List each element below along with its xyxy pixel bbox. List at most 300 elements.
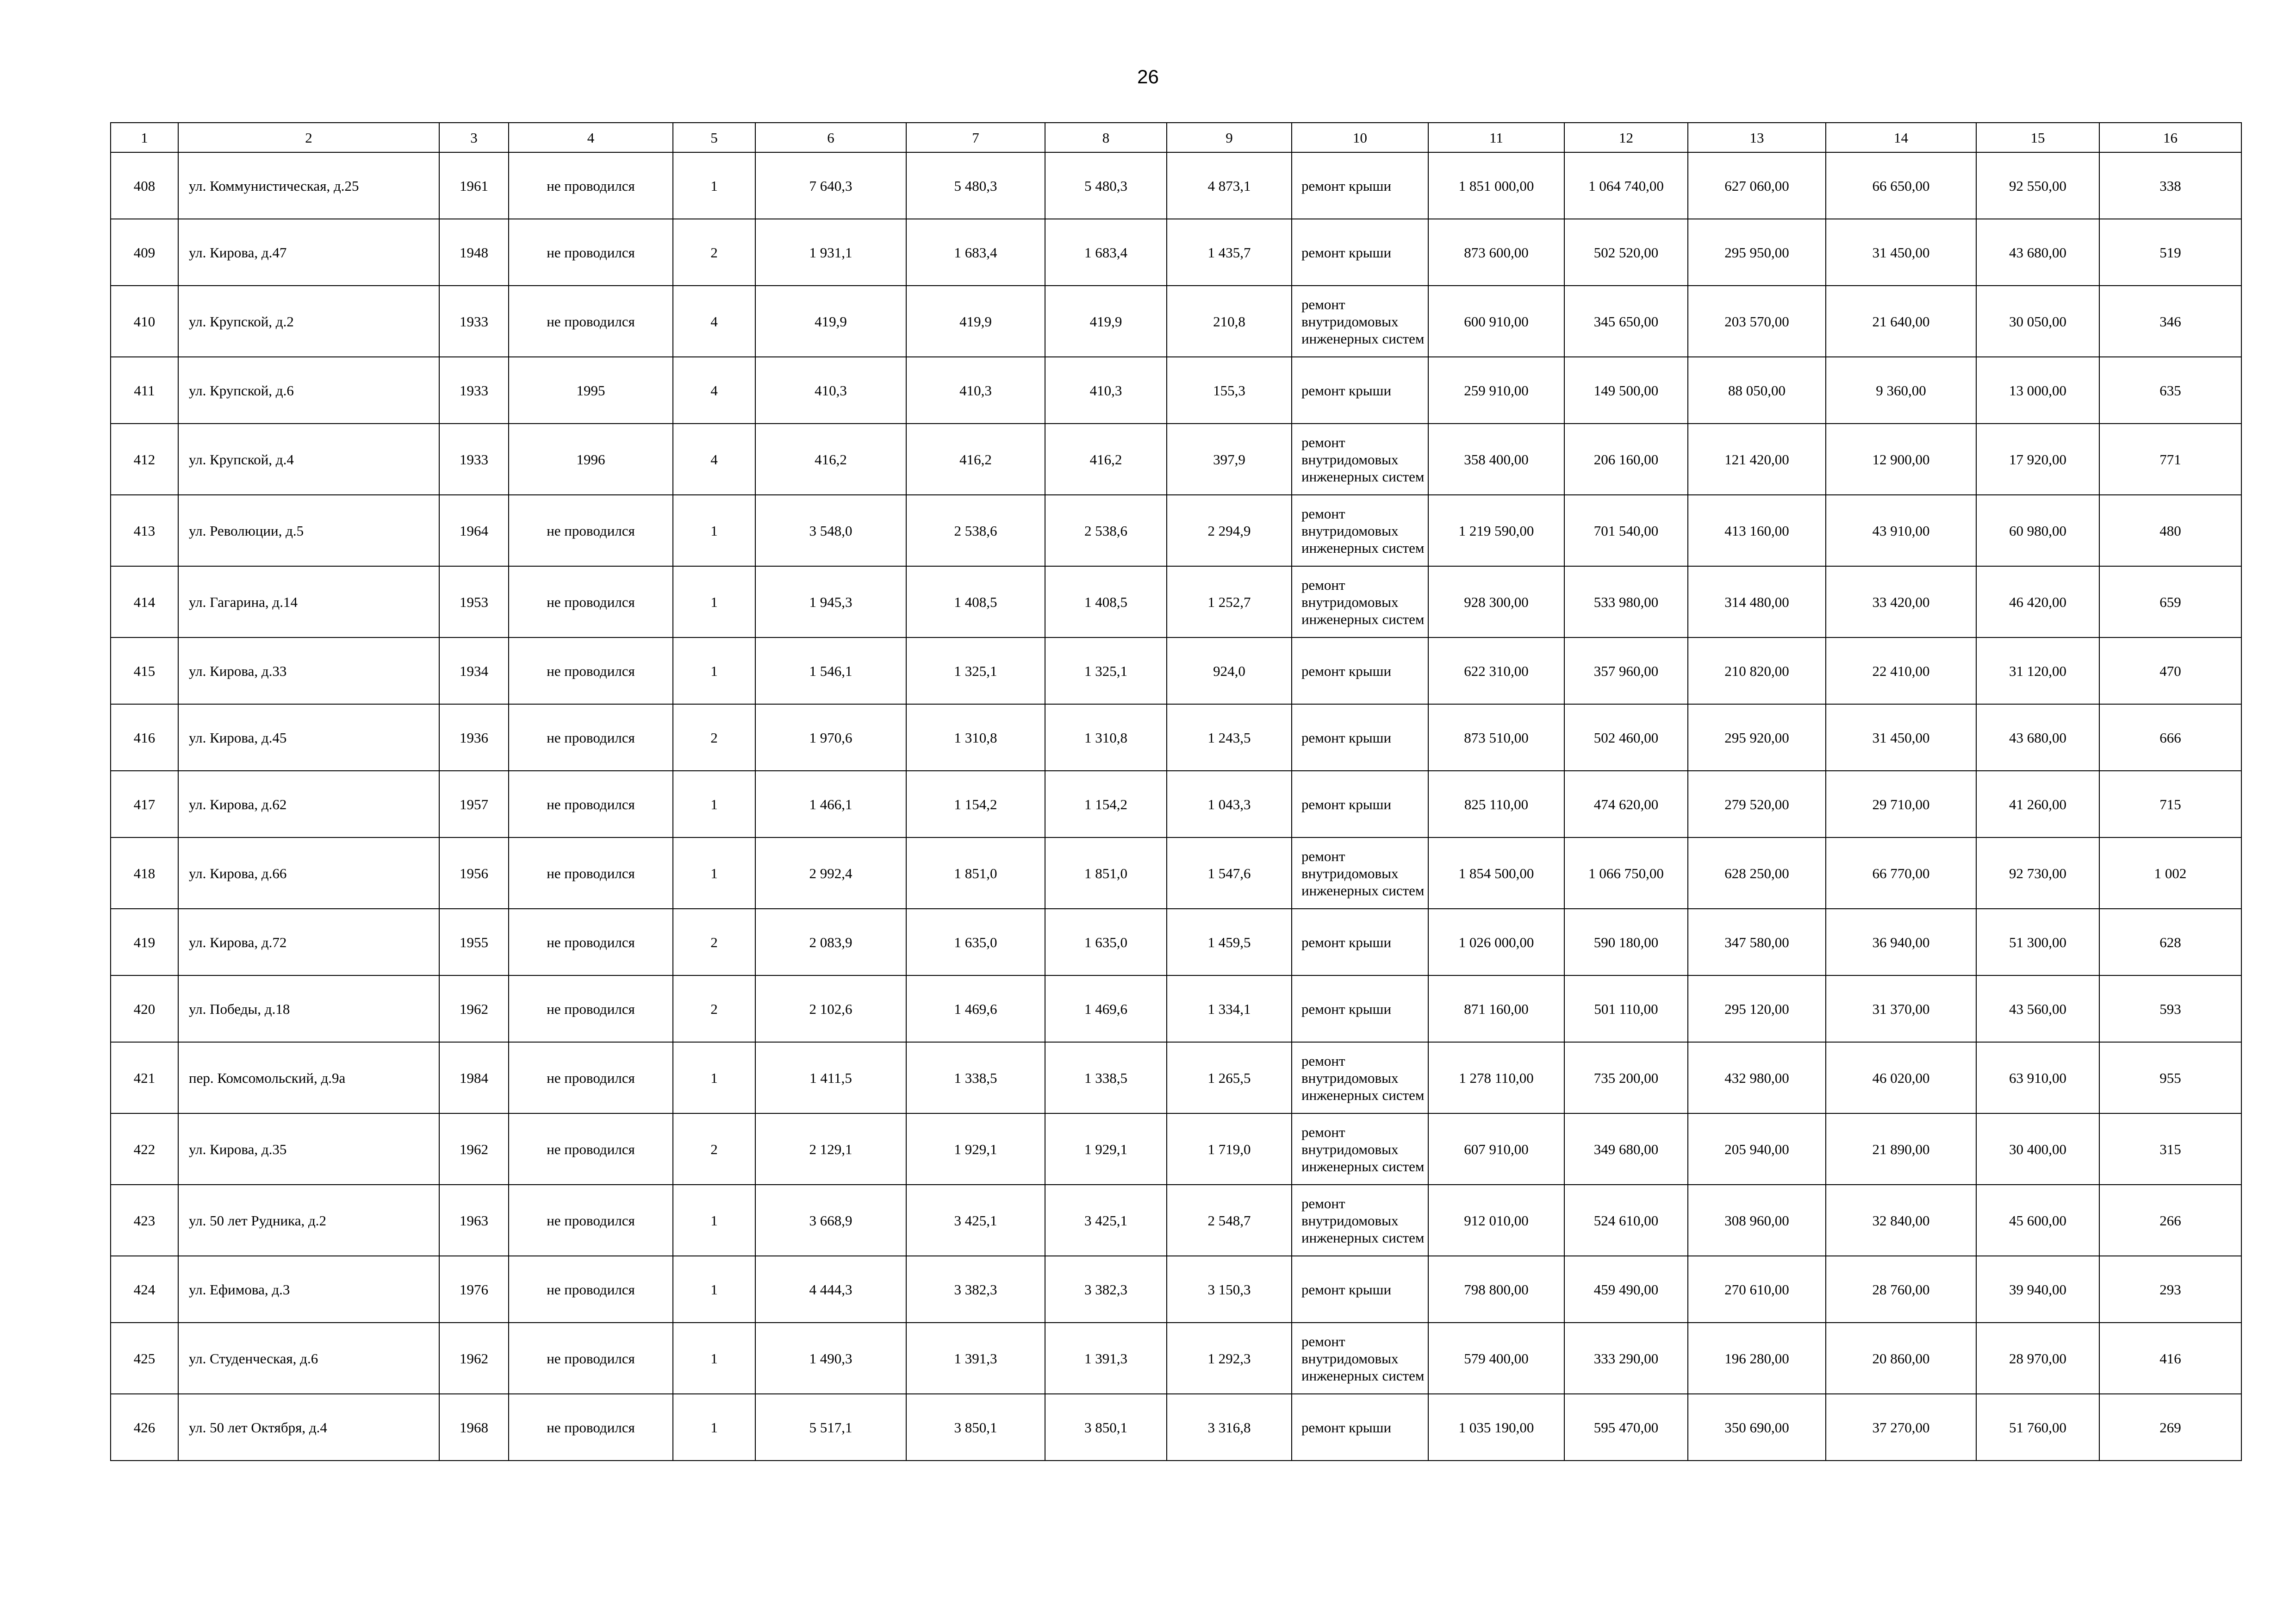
cost-total-cell: 1 278 110,00	[1428, 1042, 1564, 1113]
address-cell: ул. Победы, д.18	[178, 975, 439, 1042]
column-header: 11	[1428, 123, 1564, 152]
column-header: 4	[509, 123, 673, 152]
column-header: 10	[1292, 123, 1428, 152]
page-number: 26	[1137, 66, 1159, 87]
table-row	[111, 566, 2241, 637]
cost-total-cell: 607 910,00	[1428, 1113, 1564, 1185]
cost-total-cell: 622 310,00	[1428, 637, 1564, 704]
cost-cell-13: 279 520,00	[1688, 771, 1826, 837]
cost-cell-15: 30 400,00	[1976, 1113, 2099, 1185]
cost-total-cell: 259 910,00	[1428, 357, 1564, 424]
last-repair-cell: 1996	[509, 424, 673, 495]
residents-cell: 659	[2099, 566, 2241, 637]
area-cell-9: 1 265,5	[1167, 1042, 1292, 1113]
table-row	[111, 771, 2241, 837]
year-built-cell: 1933	[439, 357, 509, 424]
address-cell: ул. 50 лет Октября, д.4	[178, 1394, 439, 1461]
table-row	[111, 286, 2241, 357]
area-cell-8: 1 683,4	[1045, 219, 1167, 286]
total-area-cell: 3 548,0	[755, 495, 906, 566]
row-number: 416	[111, 704, 178, 771]
cost-total-cell: 873 600,00	[1428, 219, 1564, 286]
row-number: 420	[111, 975, 178, 1042]
cost-total-cell: 1 219 590,00	[1428, 495, 1564, 566]
column-header: 7	[906, 123, 1045, 152]
cost-cell-12: 533 980,00	[1564, 566, 1688, 637]
total-area-cell: 1 945,3	[755, 566, 906, 637]
table-row	[111, 975, 2241, 1042]
work-type-cell: ремонт внутридомовых инженерных систем	[1292, 495, 1428, 566]
residents-cell: 269	[2099, 1394, 2241, 1461]
area-cell-7: 1 683,4	[906, 219, 1045, 286]
cost-cell-14: 37 270,00	[1826, 1394, 1976, 1461]
total-area-cell: 1 411,5	[755, 1042, 906, 1113]
table-row	[111, 1323, 2241, 1394]
year-built-cell: 1984	[439, 1042, 509, 1113]
year-built-cell: 1962	[439, 1113, 509, 1185]
total-area-cell: 1 490,3	[755, 1323, 906, 1394]
total-area-cell: 2 129,1	[755, 1113, 906, 1185]
floors-cell: 1	[673, 566, 755, 637]
area-cell-8: 5 480,3	[1045, 152, 1167, 219]
area-cell-8: 1 635,0	[1045, 909, 1167, 975]
last-repair-cell: не проводился	[509, 286, 673, 357]
residents-cell: 480	[2099, 495, 2241, 566]
year-built-cell: 1963	[439, 1185, 509, 1256]
column-header: 9	[1167, 123, 1292, 152]
table-row	[111, 837, 2241, 909]
area-cell-7: 3 850,1	[906, 1394, 1045, 1461]
cost-cell-12: 357 960,00	[1564, 637, 1688, 704]
table-row	[111, 1185, 2241, 1256]
address-cell: ул. 50 лет Рудника, д.2	[178, 1185, 439, 1256]
cost-total-cell: 600 910,00	[1428, 286, 1564, 357]
column-header: 8	[1045, 123, 1167, 152]
year-built-cell: 1957	[439, 771, 509, 837]
cost-cell-12: 502 520,00	[1564, 219, 1688, 286]
area-cell-7: 416,2	[906, 424, 1045, 495]
area-cell-8: 3 382,3	[1045, 1256, 1167, 1323]
cost-cell-15: 45 600,00	[1976, 1185, 2099, 1256]
area-cell-9: 1 043,3	[1167, 771, 1292, 837]
column-header: 14	[1826, 123, 1976, 152]
cost-cell-12: 595 470,00	[1564, 1394, 1688, 1461]
column-header: 12	[1564, 123, 1688, 152]
work-type-cell: ремонт крыши	[1292, 219, 1428, 286]
floors-cell: 4	[673, 286, 755, 357]
table-row	[111, 152, 2241, 219]
last-repair-cell: не проводился	[509, 219, 673, 286]
last-repair-cell: не проводился	[509, 566, 673, 637]
cost-cell-12: 501 110,00	[1564, 975, 1688, 1042]
total-area-cell: 410,3	[755, 357, 906, 424]
residents-cell: 519	[2099, 219, 2241, 286]
year-built-cell: 1962	[439, 1323, 509, 1394]
area-cell-8: 410,3	[1045, 357, 1167, 424]
table-row	[111, 495, 2241, 566]
address-cell: пер. Комсомольский, д.9а	[178, 1042, 439, 1113]
table-row	[111, 357, 2241, 424]
last-repair-cell: не проводился	[509, 1256, 673, 1323]
table-row	[111, 424, 2241, 495]
cost-cell-15: 92 550,00	[1976, 152, 2099, 219]
cost-cell-12: 349 680,00	[1564, 1113, 1688, 1185]
area-cell-7: 1 469,6	[906, 975, 1045, 1042]
column-header: 5	[673, 123, 755, 152]
total-area-cell: 2 083,9	[755, 909, 906, 975]
table-row	[111, 1256, 2241, 1323]
residents-cell: 338	[2099, 152, 2241, 219]
floors-cell: 1	[673, 152, 755, 219]
address-cell: ул. Ефимова, д.3	[178, 1256, 439, 1323]
area-cell-7: 1 391,3	[906, 1323, 1045, 1394]
cost-cell-14: 31 450,00	[1826, 219, 1976, 286]
row-number: 422	[111, 1113, 178, 1185]
floors-cell: 1	[673, 637, 755, 704]
area-cell-9: 1 547,6	[1167, 837, 1292, 909]
cost-total-cell: 1 035 190,00	[1428, 1394, 1564, 1461]
cost-total-cell: 825 110,00	[1428, 771, 1564, 837]
cost-cell-13: 413 160,00	[1688, 495, 1826, 566]
area-cell-8: 3 850,1	[1045, 1394, 1167, 1461]
cost-total-cell: 1 851 000,00	[1428, 152, 1564, 219]
area-cell-7: 1 325,1	[906, 637, 1045, 704]
last-repair-cell: не проводился	[509, 704, 673, 771]
floors-cell: 4	[673, 424, 755, 495]
cost-cell-13: 628 250,00	[1688, 837, 1826, 909]
work-type-cell: ремонт крыши	[1292, 1256, 1428, 1323]
total-area-cell: 419,9	[755, 286, 906, 357]
last-repair-cell: не проводился	[509, 771, 673, 837]
cost-cell-14: 31 450,00	[1826, 704, 1976, 771]
last-repair-cell: не проводился	[509, 837, 673, 909]
address-cell: ул. Крупской, д.2	[178, 286, 439, 357]
cost-cell-12: 1 066 750,00	[1564, 837, 1688, 909]
cost-cell-14: 21 640,00	[1826, 286, 1976, 357]
cost-cell-15: 43 560,00	[1976, 975, 2099, 1042]
total-area-cell: 416,2	[755, 424, 906, 495]
row-number: 408	[111, 152, 178, 219]
cost-cell-15: 60 980,00	[1976, 495, 2099, 566]
year-built-cell: 1968	[439, 1394, 509, 1461]
work-type-cell: ремонт крыши	[1292, 357, 1428, 424]
area-cell-9: 1 334,1	[1167, 975, 1292, 1042]
residents-cell: 346	[2099, 286, 2241, 357]
last-repair-cell: не проводился	[509, 152, 673, 219]
work-type-cell: ремонт крыши	[1292, 637, 1428, 704]
area-cell-9: 1 252,7	[1167, 566, 1292, 637]
address-cell: ул. Кирова, д.33	[178, 637, 439, 704]
total-area-cell: 2 102,6	[755, 975, 906, 1042]
cost-cell-14: 20 860,00	[1826, 1323, 1976, 1394]
table-row	[111, 637, 2241, 704]
work-type-cell: ремонт крыши	[1292, 704, 1428, 771]
table-row	[111, 704, 2241, 771]
row-number: 410	[111, 286, 178, 357]
work-type-cell: ремонт крыши	[1292, 975, 1428, 1042]
area-cell-9: 1 719,0	[1167, 1113, 1292, 1185]
cost-total-cell: 798 800,00	[1428, 1256, 1564, 1323]
area-cell-8: 3 425,1	[1045, 1185, 1167, 1256]
cost-cell-12: 590 180,00	[1564, 909, 1688, 975]
last-repair-cell: не проводился	[509, 495, 673, 566]
cost-total-cell: 871 160,00	[1428, 975, 1564, 1042]
cost-cell-12: 345 650,00	[1564, 286, 1688, 357]
table-row	[111, 909, 2241, 975]
column-header: 13	[1688, 123, 1826, 152]
floors-cell: 1	[673, 837, 755, 909]
area-cell-8: 2 538,6	[1045, 495, 1167, 566]
year-built-cell: 1962	[439, 975, 509, 1042]
table-row	[111, 1113, 2241, 1185]
address-cell: ул. Студенческая, д.6	[178, 1323, 439, 1394]
floors-cell: 1	[673, 1394, 755, 1461]
cost-cell-12: 459 490,00	[1564, 1256, 1688, 1323]
row-number: 421	[111, 1042, 178, 1113]
cost-cell-13: 270 610,00	[1688, 1256, 1826, 1323]
row-number: 424	[111, 1256, 178, 1323]
row-number: 411	[111, 357, 178, 424]
floors-cell: 2	[673, 219, 755, 286]
address-cell: ул. Кирова, д.47	[178, 219, 439, 286]
area-cell-8: 1 310,8	[1045, 704, 1167, 771]
area-cell-7: 2 538,6	[906, 495, 1045, 566]
area-cell-7: 1 154,2	[906, 771, 1045, 837]
column-header: 1	[111, 123, 178, 152]
area-cell-9: 1 243,5	[1167, 704, 1292, 771]
work-type-cell: ремонт внутридомовых инженерных систем	[1292, 566, 1428, 637]
column-header: 2	[178, 123, 439, 152]
cost-cell-12: 333 290,00	[1564, 1323, 1688, 1394]
row-number: 414	[111, 566, 178, 637]
residents-cell: 771	[2099, 424, 2241, 495]
year-built-cell: 1956	[439, 837, 509, 909]
cost-total-cell: 873 510,00	[1428, 704, 1564, 771]
cost-cell-12: 502 460,00	[1564, 704, 1688, 771]
residents-cell: 715	[2099, 771, 2241, 837]
work-type-cell: ремонт крыши	[1292, 909, 1428, 975]
area-cell-8: 1 929,1	[1045, 1113, 1167, 1185]
cost-cell-14: 12 900,00	[1826, 424, 1976, 495]
cost-cell-13: 88 050,00	[1688, 357, 1826, 424]
residents-cell: 470	[2099, 637, 2241, 704]
cost-cell-13: 295 950,00	[1688, 219, 1826, 286]
residents-cell: 593	[2099, 975, 2241, 1042]
cost-cell-15: 46 420,00	[1976, 566, 2099, 637]
cost-total-cell: 912 010,00	[1428, 1185, 1564, 1256]
work-type-cell: ремонт внутридомовых инженерных систем	[1292, 1323, 1428, 1394]
area-cell-8: 1 325,1	[1045, 637, 1167, 704]
work-type-cell: ремонт внутридомовых инженерных систем	[1292, 424, 1428, 495]
cost-cell-13: 432 980,00	[1688, 1042, 1826, 1113]
area-cell-9: 3 150,3	[1167, 1256, 1292, 1323]
residents-cell: 266	[2099, 1185, 2241, 1256]
total-area-cell: 1 970,6	[755, 704, 906, 771]
cost-cell-15: 17 920,00	[1976, 424, 2099, 495]
row-number: 425	[111, 1323, 178, 1394]
cost-cell-13: 350 690,00	[1688, 1394, 1826, 1461]
column-header: 3	[439, 123, 509, 152]
address-cell: ул. Кирова, д.66	[178, 837, 439, 909]
area-cell-7: 1 929,1	[906, 1113, 1045, 1185]
cost-cell-14: 28 760,00	[1826, 1256, 1976, 1323]
last-repair-cell: 1995	[509, 357, 673, 424]
cost-cell-15: 28 970,00	[1976, 1323, 2099, 1394]
area-cell-8: 1 469,6	[1045, 975, 1167, 1042]
area-cell-9: 3 316,8	[1167, 1394, 1292, 1461]
year-built-cell: 1955	[439, 909, 509, 975]
area-cell-7: 410,3	[906, 357, 1045, 424]
cost-total-cell: 1 026 000,00	[1428, 909, 1564, 975]
area-cell-8: 419,9	[1045, 286, 1167, 357]
total-area-cell: 1 931,1	[755, 219, 906, 286]
cost-cell-15: 39 940,00	[1976, 1256, 2099, 1323]
work-type-cell: ремонт крыши	[1292, 1394, 1428, 1461]
area-cell-7: 419,9	[906, 286, 1045, 357]
address-cell: ул. Революции, д.5	[178, 495, 439, 566]
column-header: 15	[1976, 123, 2099, 152]
area-cell-8: 1 408,5	[1045, 566, 1167, 637]
row-number: 415	[111, 637, 178, 704]
floors-cell: 2	[673, 1113, 755, 1185]
cost-cell-14: 43 910,00	[1826, 495, 1976, 566]
residents-cell: 416	[2099, 1323, 2241, 1394]
cost-cell-15: 63 910,00	[1976, 1042, 2099, 1113]
floors-cell: 1	[673, 1323, 755, 1394]
area-cell-9: 1 292,3	[1167, 1323, 1292, 1394]
year-built-cell: 1953	[439, 566, 509, 637]
year-built-cell: 1961	[439, 152, 509, 219]
cost-cell-13: 196 280,00	[1688, 1323, 1826, 1394]
table-header	[111, 123, 2241, 152]
table-row	[111, 219, 2241, 286]
address-cell: ул. Крупской, д.4	[178, 424, 439, 495]
column-header: 16	[2099, 123, 2241, 152]
cost-cell-14: 29 710,00	[1826, 771, 1976, 837]
cost-cell-15: 92 730,00	[1976, 837, 2099, 909]
work-type-cell: ремонт крыши	[1292, 152, 1428, 219]
area-cell-8: 416,2	[1045, 424, 1167, 495]
floors-cell: 1	[673, 1185, 755, 1256]
cost-cell-14: 31 370,00	[1826, 975, 1976, 1042]
area-cell-9: 2 294,9	[1167, 495, 1292, 566]
cost-cell-15: 43 680,00	[1976, 704, 2099, 771]
area-cell-9: 155,3	[1167, 357, 1292, 424]
row-number: 412	[111, 424, 178, 495]
table-body	[111, 152, 2241, 1461]
cost-cell-14: 32 840,00	[1826, 1185, 1976, 1256]
floors-cell: 2	[673, 909, 755, 975]
cost-cell-12: 701 540,00	[1564, 495, 1688, 566]
cost-cell-13: 205 940,00	[1688, 1113, 1826, 1185]
area-cell-7: 1 851,0	[906, 837, 1045, 909]
work-type-cell: ремонт крыши	[1292, 771, 1428, 837]
total-area-cell: 1 546,1	[755, 637, 906, 704]
area-cell-8: 1 338,5	[1045, 1042, 1167, 1113]
cost-cell-14: 22 410,00	[1826, 637, 1976, 704]
address-cell: ул. Кирова, д.45	[178, 704, 439, 771]
cost-cell-13: 314 480,00	[1688, 566, 1826, 637]
cost-cell-14: 36 940,00	[1826, 909, 1976, 975]
area-cell-9: 4 873,1	[1167, 152, 1292, 219]
row-number: 423	[111, 1185, 178, 1256]
address-cell: ул. Гагарина, д.14	[178, 566, 439, 637]
last-repair-cell: не проводился	[509, 909, 673, 975]
address-cell: ул. Кирова, д.62	[178, 771, 439, 837]
area-cell-9: 210,8	[1167, 286, 1292, 357]
cost-cell-15: 41 260,00	[1976, 771, 2099, 837]
residents-cell: 1 002	[2099, 837, 2241, 909]
address-cell: ул. Кирова, д.35	[178, 1113, 439, 1185]
table-row	[111, 1394, 2241, 1461]
cost-cell-13: 308 960,00	[1688, 1185, 1826, 1256]
last-repair-cell: не проводился	[509, 1394, 673, 1461]
cost-cell-15: 51 300,00	[1976, 909, 2099, 975]
row-number: 419	[111, 909, 178, 975]
cost-cell-13: 347 580,00	[1688, 909, 1826, 975]
work-type-cell: ремонт внутридомовых инженерных систем	[1292, 837, 1428, 909]
cost-cell-12: 149 500,00	[1564, 357, 1688, 424]
area-cell-7: 3 382,3	[906, 1256, 1045, 1323]
work-type-cell: ремонт внутридомовых инженерных систем	[1292, 1042, 1428, 1113]
area-cell-9: 924,0	[1167, 637, 1292, 704]
cost-cell-12: 1 064 740,00	[1564, 152, 1688, 219]
cost-total-cell: 358 400,00	[1428, 424, 1564, 495]
cost-cell-12: 524 610,00	[1564, 1185, 1688, 1256]
year-built-cell: 1933	[439, 424, 509, 495]
row-number: 426	[111, 1394, 178, 1461]
cost-cell-14: 66 650,00	[1826, 152, 1976, 219]
cost-total-cell: 928 300,00	[1428, 566, 1564, 637]
area-cell-7: 1 635,0	[906, 909, 1045, 975]
total-area-cell: 7 640,3	[755, 152, 906, 219]
floors-cell: 2	[673, 975, 755, 1042]
area-cell-9: 1 459,5	[1167, 909, 1292, 975]
address-cell: ул. Кирова, д.72	[178, 909, 439, 975]
residents-cell: 666	[2099, 704, 2241, 771]
work-type-cell: ремонт внутридомовых инженерных систем	[1292, 286, 1428, 357]
cost-cell-13: 295 920,00	[1688, 704, 1826, 771]
address-cell: ул. Коммунистическая, д.25	[178, 152, 439, 219]
work-type-cell: ремонт внутридомовых инженерных систем	[1292, 1185, 1428, 1256]
last-repair-cell: не проводился	[509, 637, 673, 704]
total-area-cell: 4 444,3	[755, 1256, 906, 1323]
work-type-cell: ремонт внутридомовых инженерных систем	[1292, 1113, 1428, 1185]
row-number: 417	[111, 771, 178, 837]
residents-cell: 293	[2099, 1256, 2241, 1323]
floors-cell: 1	[673, 495, 755, 566]
cost-cell-12: 474 620,00	[1564, 771, 1688, 837]
year-built-cell: 1948	[439, 219, 509, 286]
cost-cell-13: 121 420,00	[1688, 424, 1826, 495]
cost-cell-15: 43 680,00	[1976, 219, 2099, 286]
residents-cell: 635	[2099, 357, 2241, 424]
last-repair-cell: не проводился	[509, 975, 673, 1042]
cost-cell-15: 30 050,00	[1976, 286, 2099, 357]
last-repair-cell: не проводился	[509, 1185, 673, 1256]
header-row	[111, 123, 2241, 152]
last-repair-cell: не проводился	[509, 1042, 673, 1113]
cost-total-cell: 1 854 500,00	[1428, 837, 1564, 909]
total-area-cell: 3 668,9	[755, 1185, 906, 1256]
area-cell-7: 1 310,8	[906, 704, 1045, 771]
area-cell-7: 1 338,5	[906, 1042, 1045, 1113]
area-cell-7: 5 480,3	[906, 152, 1045, 219]
address-cell: ул. Крупской, д.6	[178, 357, 439, 424]
cost-cell-15: 51 760,00	[1976, 1394, 2099, 1461]
cost-cell-13: 295 120,00	[1688, 975, 1826, 1042]
floors-cell: 2	[673, 704, 755, 771]
